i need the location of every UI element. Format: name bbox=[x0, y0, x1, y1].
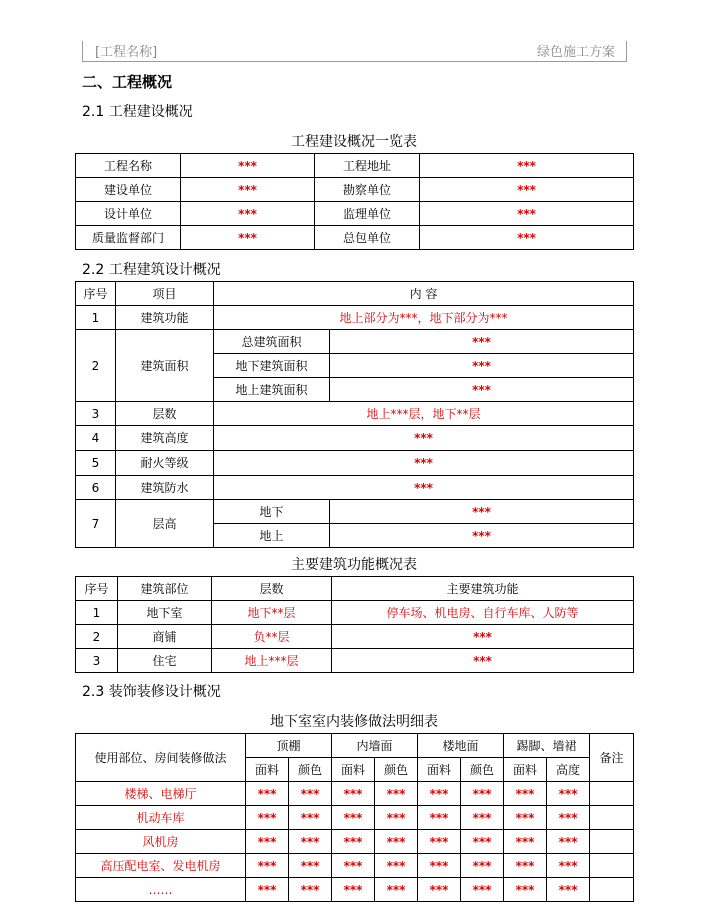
item-cell: 层高 bbox=[116, 500, 214, 548]
value-cell: *** bbox=[289, 854, 332, 878]
decoration-detail-table bbox=[75, 733, 634, 902]
value-cell: *** bbox=[181, 178, 315, 202]
row-number: 3 bbox=[76, 402, 116, 426]
remark-cell bbox=[590, 878, 634, 902]
value-cell: *** bbox=[461, 830, 504, 854]
value-cell: *** bbox=[332, 830, 375, 854]
room-name-cell: 机动车库 bbox=[76, 806, 246, 830]
value-cell: *** bbox=[246, 854, 289, 878]
table-row bbox=[76, 782, 634, 806]
sub-label-cell: 地上建筑面积 bbox=[214, 378, 330, 402]
value-cell: *** bbox=[330, 500, 634, 524]
value-cell: *** bbox=[181, 226, 315, 250]
value-cell: *** bbox=[246, 806, 289, 830]
header-cell: 面料 bbox=[504, 758, 547, 782]
value-cell: *** bbox=[181, 202, 315, 226]
value-cell: *** bbox=[375, 830, 418, 854]
label-cell: 质量监督部门 bbox=[76, 226, 181, 250]
header-cell: 顶棚 bbox=[246, 734, 332, 758]
table-row bbox=[76, 878, 634, 902]
table-row bbox=[76, 451, 634, 476]
header-project-name: [工程名称] bbox=[95, 45, 158, 60]
value-cell: *** bbox=[418, 782, 461, 806]
value-cell: *** bbox=[547, 854, 590, 878]
row-number: 3 bbox=[76, 649, 118, 673]
table-row bbox=[76, 330, 634, 354]
header-cell: 序号 bbox=[76, 282, 116, 306]
architecture-design-table bbox=[75, 281, 634, 548]
table-row bbox=[76, 601, 634, 625]
row-number: 2 bbox=[76, 625, 118, 649]
header-rule bbox=[82, 61, 627, 62]
table-row bbox=[76, 830, 634, 854]
table-row bbox=[76, 625, 634, 649]
item-cell: 建筑高度 bbox=[116, 426, 214, 451]
value-cell: *** bbox=[289, 806, 332, 830]
room-name-cell: 风机房 bbox=[76, 830, 246, 854]
row-number: 2 bbox=[76, 330, 116, 402]
header-cell: 内 容 bbox=[214, 282, 634, 306]
header-cell: 面料 bbox=[332, 758, 375, 782]
value-cell: *** bbox=[246, 878, 289, 902]
value-cell: *** bbox=[420, 178, 634, 202]
table-header-row bbox=[76, 282, 634, 306]
value-cell: *** bbox=[418, 830, 461, 854]
value-cell: *** bbox=[332, 854, 375, 878]
table-row bbox=[76, 178, 634, 202]
section-title: 二、工程概况 bbox=[82, 73, 173, 91]
part-cell: 住宅 bbox=[118, 649, 212, 673]
function-cell: 停车场、机电房、自行车库、人防等 bbox=[332, 601, 634, 625]
value-cell: *** bbox=[375, 854, 418, 878]
value-cell: *** bbox=[375, 782, 418, 806]
value-cell: *** bbox=[289, 878, 332, 902]
header-cell: 备注 bbox=[590, 734, 634, 782]
item-cell: 层数 bbox=[116, 402, 214, 426]
header-right-tick bbox=[626, 41, 627, 61]
value-cell: *** bbox=[330, 524, 634, 548]
part-cell: 商铺 bbox=[118, 625, 212, 649]
header-doc-title: 绿色施工方案 bbox=[537, 45, 616, 60]
remark-cell bbox=[590, 854, 634, 878]
subsection-2-1-title: 2.1 工程建设概况 bbox=[82, 104, 193, 120]
subsection-2-2-title: 2.2 工程建筑设计概况 bbox=[82, 262, 221, 278]
value-cell: *** bbox=[214, 451, 634, 476]
sub-label-cell: 总建筑面积 bbox=[214, 330, 330, 354]
value-cell: *** bbox=[418, 806, 461, 830]
table-header-row bbox=[76, 577, 634, 601]
table-row bbox=[76, 306, 634, 330]
remark-cell bbox=[590, 830, 634, 854]
value-cell: *** bbox=[375, 806, 418, 830]
main-function-table bbox=[75, 576, 634, 673]
function-cell: *** bbox=[332, 625, 634, 649]
sub-label-cell: 地下建筑面积 bbox=[214, 354, 330, 378]
header-cell: 高度 bbox=[547, 758, 590, 782]
table-row bbox=[76, 226, 634, 250]
value-cell: *** bbox=[332, 878, 375, 902]
value-cell: *** bbox=[547, 806, 590, 830]
remark-cell bbox=[590, 806, 634, 830]
sub-label-cell: 地上 bbox=[214, 524, 330, 548]
table4-caption: 地下室室内装修做法明细表 bbox=[270, 714, 438, 730]
value-cell: *** bbox=[181, 154, 315, 178]
part-cell: 地下室 bbox=[118, 601, 212, 625]
header-cell: 项目 bbox=[116, 282, 214, 306]
remark-cell bbox=[590, 782, 634, 806]
header-cell: 内墙面 bbox=[332, 734, 418, 758]
value-cell: *** bbox=[504, 782, 547, 806]
value-cell: *** bbox=[330, 378, 634, 402]
value-cell: *** bbox=[375, 878, 418, 902]
header-cell: 序号 bbox=[76, 577, 118, 601]
value-cell: *** bbox=[547, 830, 590, 854]
row-number: 1 bbox=[76, 601, 118, 625]
value-cell: *** bbox=[504, 806, 547, 830]
header-cell: 建筑部位 bbox=[118, 577, 212, 601]
value-cell: *** bbox=[332, 806, 375, 830]
header-left-tick bbox=[82, 41, 83, 61]
table-row bbox=[76, 854, 634, 878]
value-cell: *** bbox=[504, 854, 547, 878]
value-cell: *** bbox=[418, 878, 461, 902]
value-cell: *** bbox=[547, 782, 590, 806]
value-cell: *** bbox=[246, 782, 289, 806]
value-cell: *** bbox=[461, 878, 504, 902]
floors-cell: 地下**层 bbox=[212, 601, 332, 625]
value-cell: *** bbox=[214, 476, 634, 500]
value-cell: *** bbox=[547, 878, 590, 902]
label-cell: 建设单位 bbox=[76, 178, 181, 202]
header-cell: 颜色 bbox=[289, 758, 332, 782]
row-number: 4 bbox=[76, 426, 116, 451]
value-cell: *** bbox=[330, 330, 634, 354]
table-header-row bbox=[76, 734, 634, 758]
decoration-rows bbox=[76, 782, 634, 902]
function-cell: *** bbox=[332, 649, 634, 673]
value-cell: *** bbox=[461, 854, 504, 878]
row-number: 1 bbox=[76, 306, 116, 330]
item-cell: 建筑面积 bbox=[116, 330, 214, 402]
value-cell: *** bbox=[330, 354, 634, 378]
header-cell: 楼地面 bbox=[418, 734, 504, 758]
item-cell: 建筑功能 bbox=[116, 306, 214, 330]
item-cell: 耐火等级 bbox=[116, 451, 214, 476]
value-cell: *** bbox=[420, 202, 634, 226]
value-cell: *** bbox=[461, 782, 504, 806]
row-number: 6 bbox=[76, 476, 116, 500]
value-cell: 地上部分为***，地下部分为*** bbox=[214, 306, 634, 330]
label-cell: 工程地址 bbox=[315, 154, 420, 178]
value-cell: *** bbox=[246, 830, 289, 854]
label-cell: 监理单位 bbox=[315, 202, 420, 226]
table3-caption: 主要建筑功能概况表 bbox=[291, 557, 417, 573]
value-cell: *** bbox=[420, 226, 634, 250]
header-cell: 颜色 bbox=[375, 758, 418, 782]
table1-caption: 工程建设概况一览表 bbox=[291, 134, 417, 150]
room-name-cell: 楼梯、电梯厅 bbox=[76, 782, 246, 806]
value-cell: *** bbox=[214, 426, 634, 451]
label-cell: 设计单位 bbox=[76, 202, 181, 226]
value-cell: *** bbox=[461, 806, 504, 830]
row-number: 7 bbox=[76, 500, 116, 548]
value-cell: *** bbox=[418, 854, 461, 878]
room-name-cell: …… bbox=[76, 878, 246, 902]
table-row bbox=[76, 500, 634, 524]
table-row bbox=[76, 402, 634, 426]
label-cell: 勘察单位 bbox=[315, 178, 420, 202]
value-cell: *** bbox=[289, 830, 332, 854]
floors-cell: 地上***层 bbox=[212, 649, 332, 673]
room-name-cell: 高压配电室、发电机房 bbox=[76, 854, 246, 878]
label-cell: 工程名称 bbox=[76, 154, 181, 178]
value-cell: *** bbox=[332, 782, 375, 806]
subsection-2-3-title: 2.3 装饰装修设计概况 bbox=[82, 684, 221, 700]
header-cell: 面料 bbox=[418, 758, 461, 782]
header-cell: 颜色 bbox=[461, 758, 504, 782]
header-cell: 层数 bbox=[212, 577, 332, 601]
sub-label-cell: 地下 bbox=[214, 500, 330, 524]
header-cell: 踢脚、墙裙 bbox=[504, 734, 590, 758]
project-overview-table bbox=[75, 153, 634, 250]
value-cell: *** bbox=[504, 878, 547, 902]
table-row bbox=[76, 202, 634, 226]
item-cell: 建筑防水 bbox=[116, 476, 214, 500]
header-cell: 主要建筑功能 bbox=[332, 577, 634, 601]
table-row bbox=[76, 649, 634, 673]
row-number: 5 bbox=[76, 451, 116, 476]
label-cell: 总包单位 bbox=[315, 226, 420, 250]
value-cell: *** bbox=[289, 782, 332, 806]
table-row bbox=[76, 426, 634, 451]
header-cell: 使用部位、房间装修做法 bbox=[76, 734, 246, 782]
value-cell: *** bbox=[504, 830, 547, 854]
header-cell: 面料 bbox=[246, 758, 289, 782]
value-cell: *** bbox=[420, 154, 634, 178]
table-row bbox=[76, 154, 634, 178]
value-cell: 地上***层，地下**层 bbox=[214, 402, 634, 426]
floors-cell: 负**层 bbox=[212, 625, 332, 649]
table-row bbox=[76, 476, 634, 500]
table-row bbox=[76, 806, 634, 830]
